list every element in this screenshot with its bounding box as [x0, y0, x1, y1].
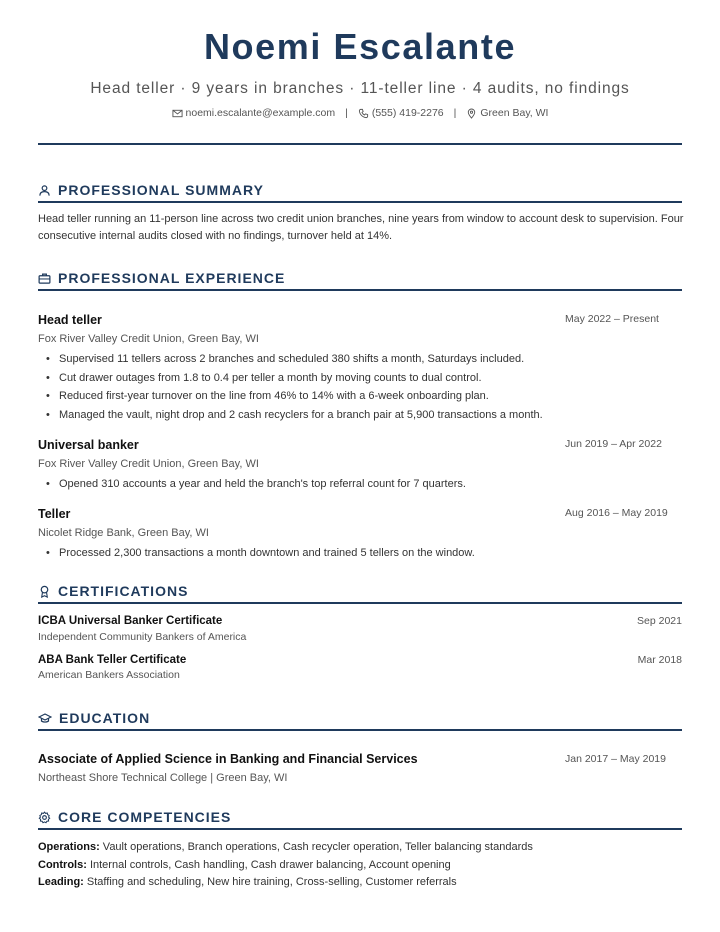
header-divider: [38, 143, 682, 145]
contact-phone[interactable]: [358, 107, 444, 119]
competency-row: [38, 841, 533, 853]
section-title: CERTIFICATIONS: [58, 583, 189, 599]
education-degree: Associate of Applied Science in Banking and Financial Services: [38, 752, 418, 766]
contact-bar: [0, 107, 720, 119]
section-header-education: [38, 707, 682, 731]
contact-email[interactable]: [172, 107, 336, 119]
contact-separator: |: [345, 107, 348, 119]
job-bullets: [46, 478, 676, 497]
competency-row: [38, 876, 457, 888]
candidate-name: Noemi Escalante: [203, 26, 517, 67]
section-header-experience: [38, 267, 682, 291]
certification-issuer: American Bankers Association: [38, 669, 180, 681]
email-text: noemi.escalante@example.com: [185, 107, 336, 119]
certification-date: Sep 2021: [637, 615, 682, 627]
competency-text: Vault operations, Branch operations, Cash recycler operation, Teller balancing standards: [102, 841, 533, 853]
competency-text: Internal controls, Cash handling, Cash drawer balancing, Account opening: [89, 859, 451, 871]
competency-label: Controls:: [38, 859, 87, 871]
job-title: Universal banker: [38, 438, 139, 452]
bullet-item: • Reduced first-year turnover on the line from 46% to 14% with a 6-week onboarding plan.: [46, 390, 676, 409]
job-dates: Jun 2019 – Apr 2022: [565, 438, 662, 450]
job-dates: Aug 2016 – May 2019: [565, 507, 668, 519]
job-organization: Nicolet Ridge Bank, Green Bay, WI: [38, 527, 209, 539]
competency-label: Leading:: [38, 876, 84, 888]
certification-name: ICBA Universal Banker Certificate: [38, 615, 223, 627]
job-dates: May 2022 – Present: [565, 313, 659, 325]
section-header-summary: [38, 179, 682, 203]
section-title: PROFESSIONAL SUMMARY: [58, 182, 264, 198]
job-title: Head teller: [38, 313, 102, 327]
headline: Head teller · 9 years in branches · 11-teller line · 4 audits, no findings: [90, 80, 630, 97]
gear-icon: [38, 811, 51, 824]
job-bullets: [46, 353, 676, 427]
bullet-item: • Opened 310 accounts a year and held the branch's top referral count for 7 quarters.: [46, 478, 676, 497]
contact-separator: |: [453, 107, 457, 119]
competency-text: Staffing and scheduling, New hire training, Cross-selling, Customer referrals: [86, 876, 457, 888]
bullet-item: • Managed the vault, night drop and 2 cash recyclers for a branch pair at 5,900 transactions a month.: [46, 409, 676, 428]
job-title: Teller: [38, 507, 71, 521]
phone-text: (555) 419-2276: [371, 107, 444, 119]
job-organization: Fox River Valley Credit Union, Green Bay, WI: [38, 458, 259, 470]
person-icon: [38, 184, 51, 197]
briefcase-icon: [38, 272, 51, 285]
section-header-competencies: [38, 806, 682, 830]
summary-text: Head teller running an 11-person line across two credit union branches, nine years from window to account desk to supervision. Four consecutive internal audits closed with no findings, turnover held at 14%.: [38, 213, 684, 242]
bullet-item: • Supervised 11 tellers across 2 branches and scheduled 380 shifts a month, Saturdays included.: [46, 353, 676, 372]
contact-location: [466, 107, 548, 119]
certification-name: ABA Bank Teller Certificate: [38, 654, 187, 666]
certification-date: Mar 2018: [637, 654, 682, 666]
map-pin-icon: [466, 108, 477, 119]
section-title: EDUCATION: [59, 710, 151, 726]
competency-label: Operations:: [38, 841, 100, 853]
bullet-item: • Processed 2,300 transactions a month downtown and trained 5 tellers on the window.: [46, 547, 676, 566]
job-organization: Fox River Valley Credit Union, Green Bay, WI: [38, 333, 259, 345]
graduation-cap-icon: [38, 712, 52, 725]
location-text: Green Bay, WI: [480, 107, 549, 119]
education-dates: Jan 2017 – May 2019: [565, 753, 666, 765]
certification-issuer: Independent Community Bankers of America: [38, 631, 247, 643]
phone-icon: [358, 108, 369, 119]
award-ribbon-icon: [38, 585, 51, 598]
competency-row: [38, 859, 451, 871]
education-school: Northeast Shore Technical College | Green Bay, WI: [38, 772, 288, 784]
mail-icon: [172, 108, 183, 119]
section-header-certifications: [38, 580, 682, 604]
bullet-item: • Cut drawer outages from 1.8 to 0.4 per teller a month by moving counts to dual control.: [46, 372, 676, 391]
section-title: PROFESSIONAL EXPERIENCE: [58, 270, 286, 286]
section-title: CORE COMPETENCIES: [58, 809, 232, 825]
job-bullets: [46, 547, 676, 566]
